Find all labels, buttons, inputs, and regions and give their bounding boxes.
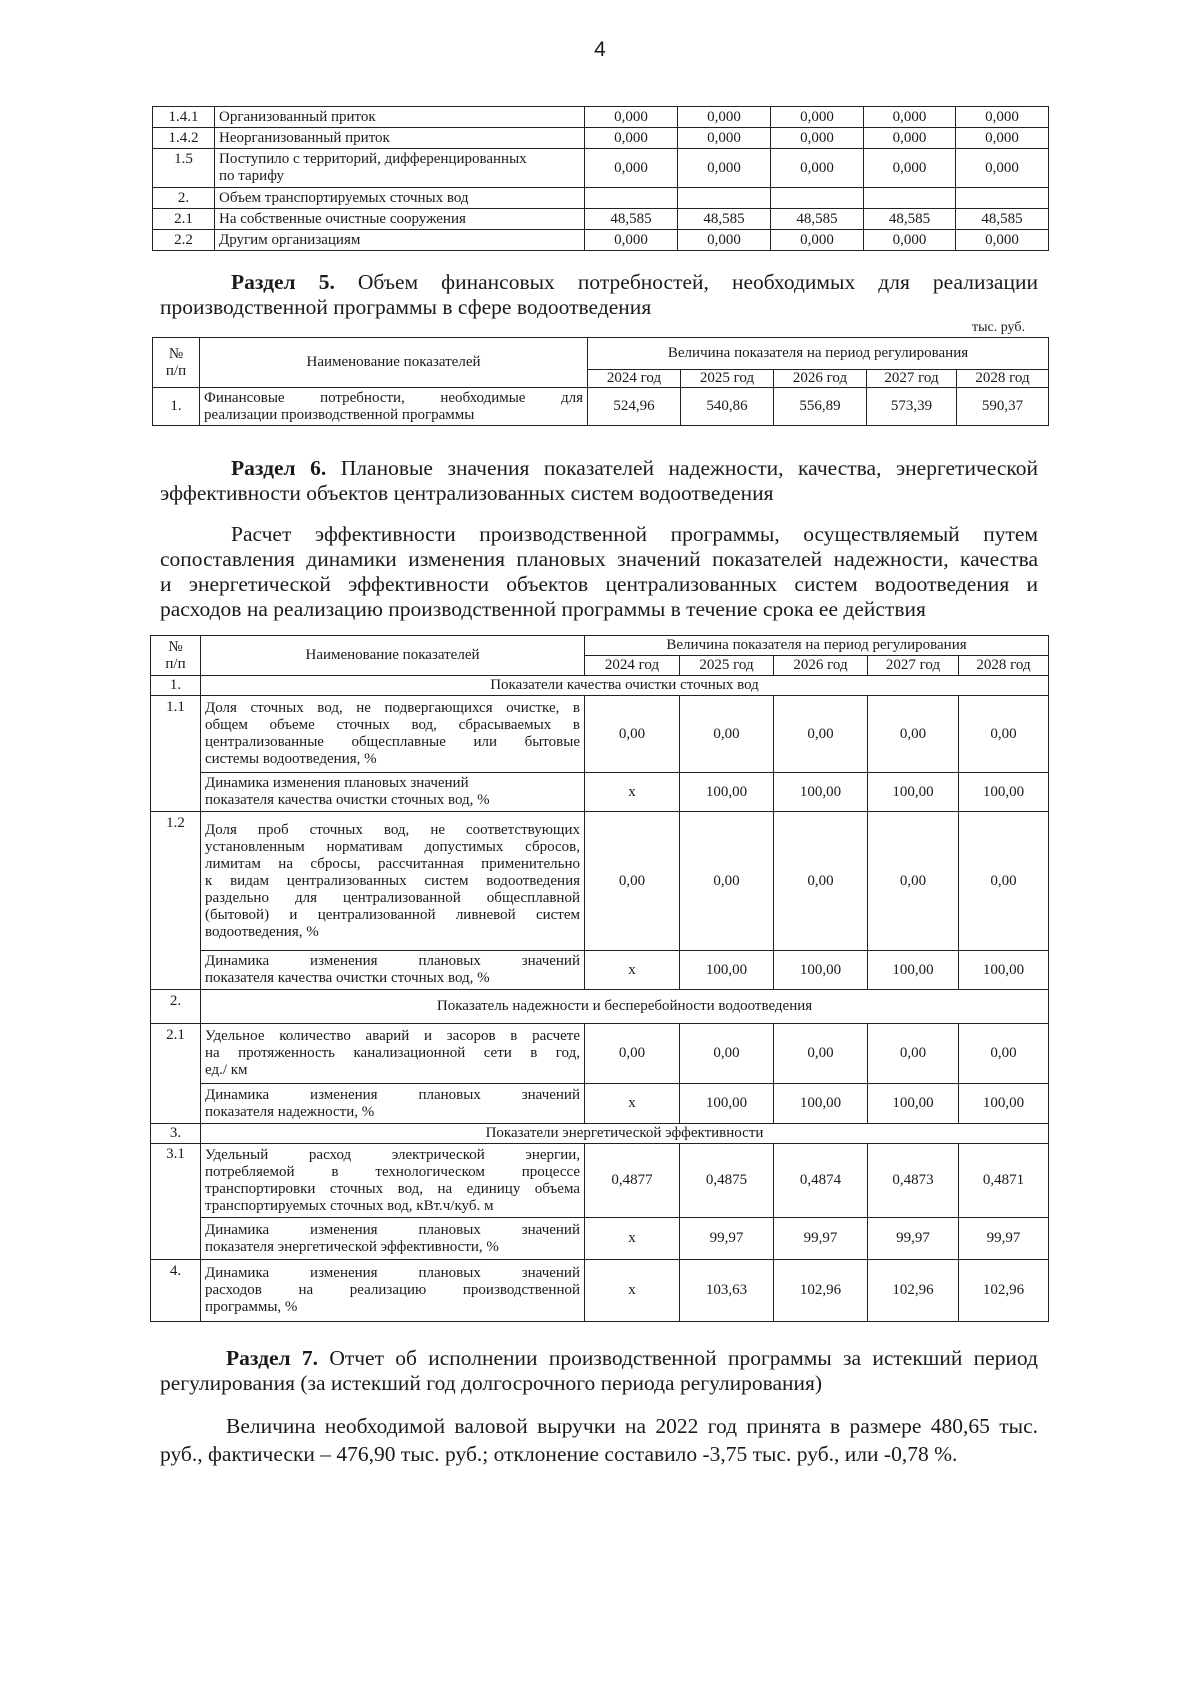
- row-name-line: системы водоотведения, %: [205, 751, 377, 767]
- col-num-header-line: п/п: [165, 655, 186, 672]
- group-title: Показатели энергетической эффективности: [201, 1124, 1049, 1144]
- cell-value: 573,39: [867, 388, 957, 426]
- row-name-line: ед./ км: [205, 1062, 248, 1078]
- table-row: [151, 1260, 1049, 1322]
- cell-value: 0,000: [678, 128, 771, 149]
- cell-value: х: [585, 1218, 680, 1260]
- cell-value: 0,000: [956, 230, 1049, 251]
- cell-value: 100,00: [959, 773, 1049, 812]
- row-name-line: централизованные общесплавные или бытовые: [205, 734, 580, 750]
- table-row: [153, 388, 1049, 426]
- table-header-row: [153, 338, 1049, 370]
- row-number: 3.: [151, 1124, 201, 1144]
- cell-value: 99,97: [868, 1218, 959, 1260]
- row-name-line: Динамика изменения плановых значений: [205, 1221, 580, 1238]
- row-name: [201, 1260, 585, 1322]
- row-name-line: показателя качества очистки сточных вод, %: [205, 792, 490, 808]
- cell-value: 0,00: [868, 1024, 959, 1084]
- row-number: 1.: [153, 388, 200, 426]
- row-name-line: общем объеме сточных вод, сбрасываемых в: [205, 717, 580, 733]
- cell-value: [678, 188, 771, 209]
- cell-value: 99,97: [774, 1218, 868, 1260]
- cell-value: 100,00: [868, 951, 959, 990]
- cell-value: 0,00: [680, 1024, 774, 1084]
- table-group-row: [151, 1124, 1049, 1144]
- row-name-line: Доля сточных вод, не подвергающихся очистке, в: [205, 700, 580, 716]
- cell-value: 0,00: [680, 812, 774, 951]
- group-title: Показатели качества очистки сточных вод: [201, 676, 1049, 696]
- cell-value: 0,00: [868, 696, 959, 773]
- year-header: 2024 год: [588, 370, 681, 388]
- row-name-line: водоотведения, %: [205, 923, 319, 940]
- table-row: [153, 230, 1049, 251]
- row-name: Организованный приток: [215, 107, 585, 128]
- row-name: [201, 1084, 585, 1124]
- row-number: 1.1: [151, 696, 201, 812]
- cell-value: 48,585: [864, 209, 956, 230]
- table-row: [151, 1144, 1049, 1218]
- table-row: [153, 149, 1049, 188]
- section-5-heading-line: [160, 270, 1038, 295]
- cell-value: 102,96: [868, 1260, 959, 1322]
- cell-value: 0,000: [585, 107, 678, 128]
- row-name-line: Поступило с территорий, дифференцированных: [219, 151, 527, 167]
- table-header-row: [151, 636, 1049, 656]
- table-group-row: [151, 990, 1049, 1024]
- cell-value: 100,00: [680, 1084, 774, 1124]
- year-header: 2024 год: [585, 656, 680, 676]
- table-row: [153, 128, 1049, 149]
- cell-value: 0,000: [771, 107, 864, 128]
- cell-value: 0,000: [585, 149, 678, 188]
- cell-value: 100,00: [774, 951, 868, 990]
- row-name: [201, 773, 585, 812]
- row-name-line: показателя энергетической эффективности, %: [205, 1238, 499, 1255]
- row-name-line: транспортируемых сточных вод, кВт.ч/куб. м: [205, 1197, 494, 1214]
- row-number: 2.2: [153, 230, 215, 251]
- wastewater-volume-table: [152, 106, 1049, 251]
- col-num-header: [153, 338, 200, 388]
- cell-value: 0,4871: [959, 1144, 1049, 1218]
- year-header: 2026 год: [774, 370, 867, 388]
- cell-value: 100,00: [959, 1084, 1049, 1124]
- table-row: [153, 188, 1049, 209]
- col-period-header: Величина показателя на период регулирования: [588, 338, 1049, 370]
- table-row: [151, 1218, 1049, 1260]
- row-name: [201, 951, 585, 990]
- cell-value: 0,00: [585, 696, 680, 773]
- row-name-line: (бытовой) и централизованной ливневой систем: [205, 906, 580, 923]
- cell-value: 0,000: [771, 230, 864, 251]
- cell-value: 100,00: [680, 773, 774, 812]
- cell-value: 0,000: [585, 128, 678, 149]
- cell-value: 0,4877: [585, 1144, 680, 1218]
- cell-value: 0,4874: [774, 1144, 868, 1218]
- col-name-header: Наименование показателей: [200, 338, 588, 388]
- cell-value: 100,00: [868, 773, 959, 812]
- row-name: Объем транспортируемых сточных вод: [215, 188, 585, 209]
- section-6-label: Раздел 6.: [231, 456, 327, 480]
- row-name-line: транспортировки сточных вод, на единицу объема: [205, 1180, 580, 1197]
- section-7-heading: [160, 1346, 1038, 1396]
- cell-value: 0,000: [864, 230, 956, 251]
- year-header: 2028 год: [959, 656, 1049, 676]
- cell-value: 102,96: [959, 1260, 1049, 1322]
- row-name-line: Динамика изменения плановых значений: [205, 1086, 580, 1103]
- cell-value: 48,585: [678, 209, 771, 230]
- row-name: Другим организациям: [215, 230, 585, 251]
- col-num-header-line: №: [168, 345, 184, 362]
- cell-value: 540,86: [681, 388, 774, 426]
- cell-value: 0,00: [774, 812, 868, 951]
- col-num-header-line: п/п: [165, 362, 187, 379]
- cell-value: [771, 188, 864, 209]
- paragraph-line: Расчет эффективности производственной программы, осуществляемый путем: [231, 522, 1038, 546]
- row-name-line: показателя надежности, %: [205, 1103, 375, 1120]
- section-6-heading-line: [160, 456, 1038, 481]
- row-number: 1.4.2: [153, 128, 215, 149]
- section-6-paragraph: [160, 522, 1038, 622]
- row-name-line: Динамика изменения плановых значений: [205, 1265, 580, 1281]
- section-6-heading-line: эффективности объектов централизованных систем водоотведения: [160, 481, 774, 505]
- cell-value: 0,00: [680, 696, 774, 773]
- row-name-line: Динамика изменения плановых значений: [205, 953, 580, 969]
- cell-value: 0,00: [585, 812, 680, 951]
- cell-value: 100,00: [680, 951, 774, 990]
- cell-value: 0,4873: [868, 1144, 959, 1218]
- indicators-table: [150, 635, 1049, 1322]
- paragraph-line: расходов на реализацию производственной программы в течение срока ее действия: [160, 597, 926, 621]
- col-num-header: [151, 636, 201, 676]
- row-name-line: раздельно для централизованной общесплавной: [205, 889, 580, 906]
- row-name-line: установленным нормативам допустимых сбросов,: [205, 838, 580, 855]
- cell-value: 0,00: [959, 696, 1049, 773]
- row-name-line: на протяженность канализационной сети в год,: [205, 1045, 580, 1061]
- year-header: 2026 год: [774, 656, 868, 676]
- row-number: 1.: [151, 676, 201, 696]
- section-7-heading-line: регулирования (за истекший год долгосрочного периода регулирования): [160, 1371, 823, 1395]
- row-number: 4.: [151, 1260, 201, 1322]
- row-name-line: программы, %: [205, 1299, 298, 1315]
- year-header: 2027 год: [868, 656, 959, 676]
- cell-value: х: [585, 773, 680, 812]
- units-label: тыс. руб.: [972, 320, 1025, 335]
- cell-value: 524,96: [588, 388, 681, 426]
- row-name: [201, 696, 585, 773]
- section-5-label: Раздел 5.: [231, 270, 335, 294]
- cell-value: 0,000: [678, 230, 771, 251]
- row-name: [215, 149, 585, 188]
- row-name-line: показателя качества очистки сточных вод, %: [205, 970, 490, 986]
- cell-value: 0,00: [868, 812, 959, 951]
- cell-value: 0,00: [585, 1024, 680, 1084]
- cell-value: 0,000: [678, 149, 771, 188]
- table-row: [153, 209, 1049, 230]
- row-name: [201, 1218, 585, 1260]
- row-name-line: Финансовые потребности, необходимые для: [204, 389, 583, 406]
- paragraph-line: сопоставления динамики изменения плановых значений показателей надежности, качества: [160, 547, 1038, 571]
- section-6-heading: [160, 456, 1038, 506]
- row-name-line: Доля проб сточных вод, не соответствующих: [205, 821, 580, 838]
- row-number: 2.1: [151, 1024, 201, 1124]
- section-7-heading-line: [160, 1346, 1038, 1371]
- section-7-label: Раздел 7.: [226, 1346, 319, 1370]
- cell-value: х: [585, 951, 680, 990]
- cell-value: 0,000: [585, 230, 678, 251]
- row-name: [201, 1024, 585, 1084]
- cell-value: 0,00: [774, 1024, 868, 1084]
- row-name-line: по тарифу: [219, 168, 285, 184]
- page-number: 4: [594, 38, 606, 61]
- paragraph-line: руб., фактически – 476,90 тыс. руб.; отклонение составило -3,75 тыс. руб., или -0,78 %.: [160, 1442, 958, 1466]
- cell-value: 0,000: [864, 107, 956, 128]
- cell-value: 99,97: [680, 1218, 774, 1260]
- row-number: 2.1: [153, 209, 215, 230]
- cell-value: 48,585: [771, 209, 864, 230]
- row-name-line: Удельное количество аварий и засоров в расчете: [205, 1028, 580, 1044]
- row-name: [201, 812, 585, 951]
- paragraph-line: и энергетической эффективности объектов централизованных систем водоотведения и: [160, 572, 1038, 596]
- financial-needs-table: [152, 337, 1049, 426]
- cell-value: 0,000: [864, 149, 956, 188]
- cell-value: 48,585: [585, 209, 678, 230]
- table-row: [151, 1084, 1049, 1124]
- row-number: 2.: [153, 188, 215, 209]
- year-header: 2028 год: [957, 370, 1049, 388]
- cell-value: 0,000: [956, 128, 1049, 149]
- cell-value: 0,00: [959, 1024, 1049, 1084]
- table-row: [153, 107, 1049, 128]
- table-row: [151, 951, 1049, 990]
- cell-value: 0,00: [959, 812, 1049, 951]
- group-title: Показатель надежности и бесперебойности водоотведения: [201, 990, 1049, 1024]
- cell-value: 100,00: [774, 1084, 868, 1124]
- row-number: 1.2: [151, 812, 201, 990]
- cell-value: 100,00: [774, 773, 868, 812]
- row-number: 1.5: [153, 149, 215, 188]
- section-5-title: Объем финансовых потребностей, необходимых для реализации: [357, 270, 1038, 294]
- section-6-title: Плановые значения показателей надежности, качества, энергетической: [340, 456, 1038, 480]
- table-group-row: [151, 676, 1049, 696]
- col-name-header: Наименование показателей: [201, 636, 585, 676]
- row-name-line: реализации производственной программы: [204, 406, 475, 423]
- cell-value: х: [585, 1260, 680, 1322]
- row-name-line: Динамика изменения плановых значений: [205, 775, 469, 791]
- section-7-paragraph: [160, 1412, 1038, 1468]
- year-header: 2027 год: [867, 370, 957, 388]
- row-name: [200, 388, 588, 426]
- section-7-title: Отчет об исполнении производственной программы за истекший период: [329, 1346, 1038, 1370]
- section-5-heading-line: производственной программы в сфере водоотведения: [160, 295, 652, 319]
- cell-value: 100,00: [959, 951, 1049, 990]
- cell-value: 48,585: [956, 209, 1049, 230]
- row-name-line: к видам централизованных систем водоотведения: [205, 872, 580, 889]
- paragraph-line: Величина необходимой валовой выручки на 2022 год принята в размере 480,65 тыс.: [226, 1414, 1038, 1438]
- row-number: 1.4.1: [153, 107, 215, 128]
- cell-value: 100,00: [868, 1084, 959, 1124]
- cell-value: 0,000: [771, 128, 864, 149]
- cell-value: 0,000: [771, 149, 864, 188]
- section-5-heading: [160, 270, 1038, 320]
- table-row: [151, 773, 1049, 812]
- row-name: Неорганизованный приток: [215, 128, 585, 149]
- col-num-header-line: №: [168, 638, 183, 655]
- year-header: 2025 год: [681, 370, 774, 388]
- table-row: [151, 696, 1049, 773]
- cell-value: х: [585, 1084, 680, 1124]
- row-name-line: расходов на реализацию производственной: [205, 1282, 580, 1298]
- row-name-line: Удельный расход электрической энергии,: [205, 1146, 580, 1163]
- year-header: 2025 год: [680, 656, 774, 676]
- row-number: 2.: [151, 990, 201, 1024]
- table-row: [151, 812, 1049, 951]
- row-name-line: потребляемой в технологическом процессе: [205, 1163, 580, 1180]
- cell-value: 99,97: [959, 1218, 1049, 1260]
- row-number: 3.1: [151, 1144, 201, 1260]
- cell-value: 102,96: [774, 1260, 868, 1322]
- cell-value: 103,63: [680, 1260, 774, 1322]
- cell-value: 0,000: [864, 128, 956, 149]
- cell-value: 0,4875: [680, 1144, 774, 1218]
- table-row: [151, 1024, 1049, 1084]
- cell-value: [864, 188, 956, 209]
- cell-value: 0,00: [774, 696, 868, 773]
- cell-value: 590,37: [957, 388, 1049, 426]
- cell-value: 0,000: [678, 107, 771, 128]
- cell-value: 556,89: [774, 388, 867, 426]
- cell-value: [956, 188, 1049, 209]
- cell-value: 0,000: [956, 107, 1049, 128]
- row-name: На собственные очистные сооружения: [215, 209, 585, 230]
- cell-value: 0,000: [956, 149, 1049, 188]
- cell-value: [585, 188, 678, 209]
- row-name-line: лимитам на сбросы, рассчитанная применительно: [205, 855, 580, 872]
- col-period-header: Величина показателя на период регулирования: [585, 636, 1049, 656]
- row-name: [201, 1144, 585, 1218]
